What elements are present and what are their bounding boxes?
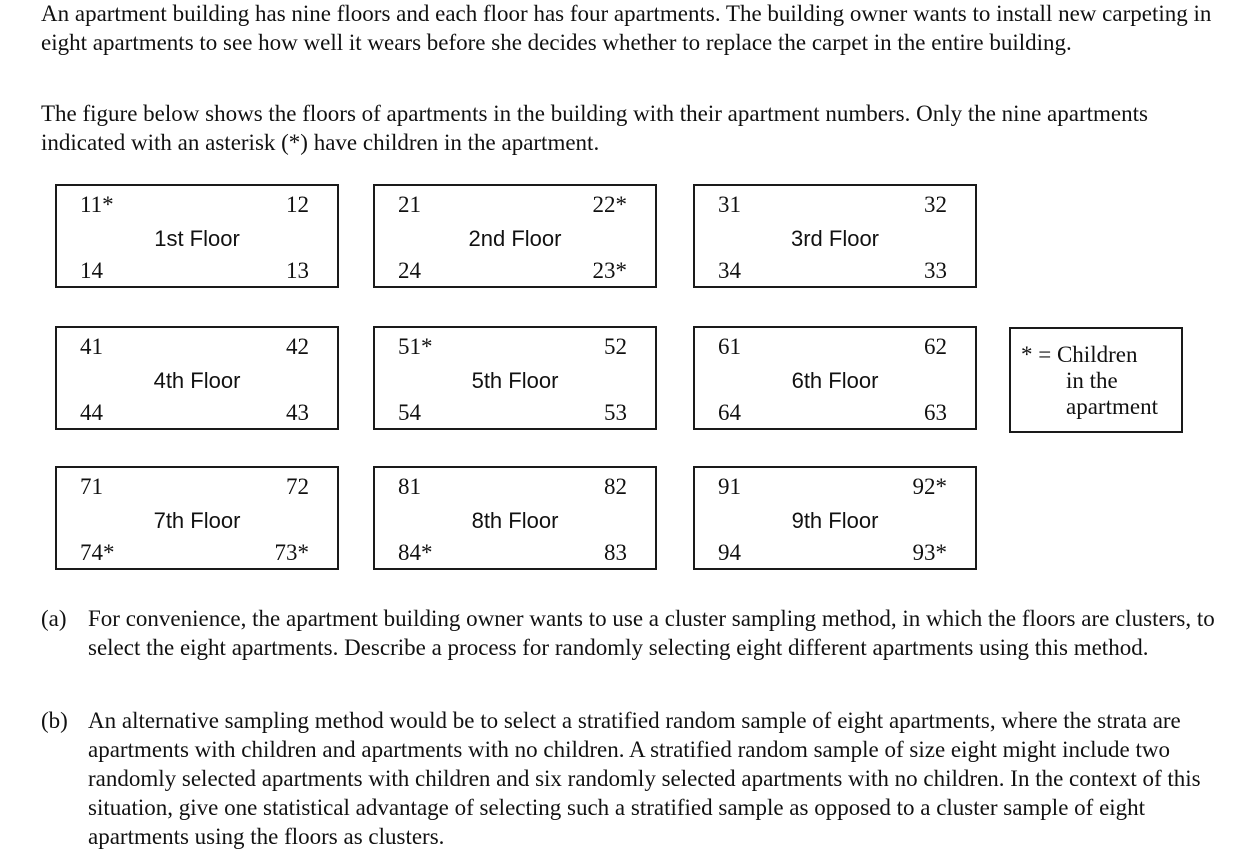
legend-line-3: apartment (1066, 394, 1158, 419)
floor-label: 1st Floor (154, 226, 240, 251)
legend-line-1: * = Children (1021, 342, 1138, 367)
apartment-number: 11* (80, 192, 114, 217)
floor-box-5 (373, 326, 657, 430)
floor-label: 3rd Floor (790, 226, 880, 251)
floor-label: 8th Floor (471, 508, 559, 533)
floor-box-9 (693, 466, 977, 570)
apartment-number: 24 (398, 258, 421, 283)
apartment-number: 21 (398, 192, 421, 217)
question-a (41, 604, 1251, 662)
apartment-number: 33 (924, 258, 947, 283)
apartment-number: 31 (718, 192, 741, 217)
floor-box-4 (55, 326, 339, 430)
floor-box-8 (373, 466, 657, 570)
apartment-number: 12 (286, 192, 309, 217)
apartment-number: 92* (912, 474, 947, 499)
apartment-number: 93* (912, 540, 947, 565)
apartment-number: 42 (286, 334, 309, 359)
apartment-number: 84* (398, 540, 433, 565)
floor-box-3 (693, 184, 977, 288)
apartment-number: 82 (604, 474, 627, 499)
question-a-label: (a) (41, 606, 67, 631)
floor-box-1 (55, 184, 339, 288)
floor-box-7 (55, 466, 339, 570)
intro-paragraph-2: The figure below shows the floors of apartments in the building with their apartment numbers. Only the nine apartments indicated with an asterisk (*) have children in the apartment. (41, 101, 1148, 155)
apartment-number: 61 (718, 334, 741, 359)
apartment-number: 14 (80, 258, 103, 283)
floor-label: 9th Floor (791, 508, 879, 533)
apartment-number: 63 (924, 400, 947, 425)
apartment-number: 71 (80, 474, 103, 499)
apartment-number: 62 (924, 334, 947, 359)
apartment-number: 22* (592, 192, 627, 217)
legend-box (1009, 327, 1183, 433)
apartment-number: 81 (398, 474, 421, 499)
floor-box-2 (373, 184, 657, 288)
apartment-number: 41 (80, 334, 103, 359)
apartment-number: 74* (80, 540, 115, 565)
apartment-number: 83 (604, 540, 627, 565)
apartment-number: 32 (924, 192, 947, 217)
apartment-number: 23* (592, 258, 627, 283)
intro-paragraph-1: An apartment building has nine floors and each floor has four apartments. The building owner wants to install new carpeting in eight apartments to see how well it wears before she decides whether to replace the carpet in the entire building. (41, 1, 1212, 55)
floor-label: 2nd Floor (468, 226, 562, 251)
apartment-number: 64 (718, 400, 741, 425)
apartment-number: 91 (718, 474, 741, 499)
apartment-number: 72 (286, 474, 309, 499)
floor-label: 4th Floor (153, 368, 241, 393)
floor-box-6 (693, 326, 977, 430)
apartment-number: 54 (398, 400, 421, 425)
apartment-number: 94 (718, 540, 741, 565)
apartment-number: 73* (274, 540, 309, 565)
question-b (41, 706, 1251, 851)
apartment-number: 52 (604, 334, 627, 359)
question-b-label: (b) (41, 708, 68, 733)
apartment-number: 53 (604, 400, 627, 425)
apartment-number: 44 (80, 400, 103, 425)
question-b-text: An alternative sampling method would be to select a stratified random sample of eight apartments, where the strata are apartments with children and apartments with no children. A stratified random sample of size eight might include two randomly selected apartments with children and six randomly selected apartments with no children. In the context of this situation, give one statistical advantage of selecting such a stratified sample as opposed to a cluster sample of eight apartments using the floors as clusters. (88, 708, 1201, 849)
apartment-number: 34 (718, 258, 741, 283)
floor-label: 6th Floor (791, 368, 879, 393)
legend-line-2: in the (1066, 368, 1118, 393)
floor-label: 7th Floor (153, 508, 241, 533)
apartment-number: 43 (286, 400, 309, 425)
floor-label: 5th Floor (471, 368, 559, 393)
apartment-number: 13 (286, 258, 309, 283)
apartment-number: 51* (398, 334, 433, 359)
question-a-text: For convenience, the apartment building owner wants to use a cluster sampling method, in which the floors are clusters, to select the eight apartments. Describe a process for randomly selecting eight different apartments using this method. (88, 606, 1215, 660)
